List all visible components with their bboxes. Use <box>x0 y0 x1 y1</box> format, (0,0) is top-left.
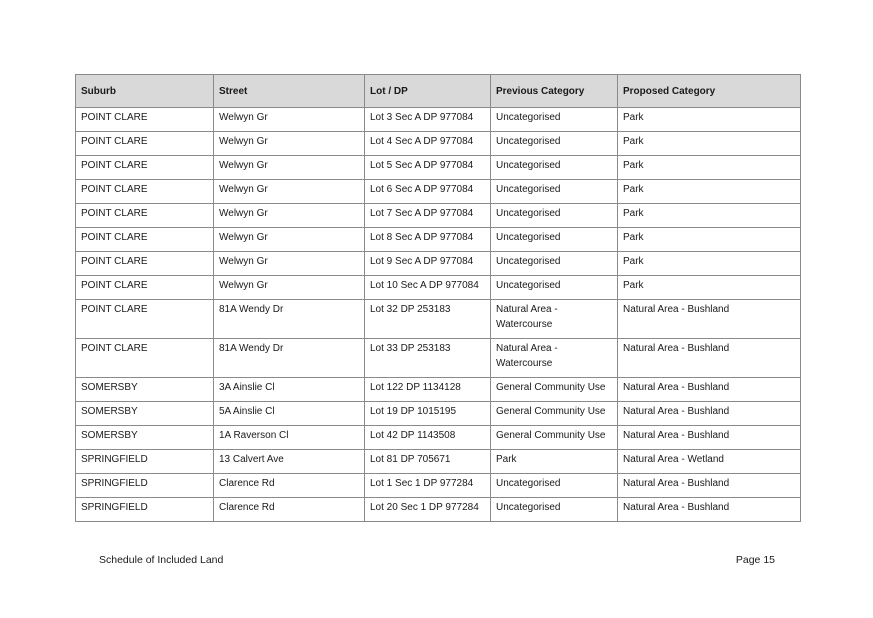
cell-previous-category: Uncategorised <box>491 180 618 204</box>
cell-lot-dp: Lot 5 Sec A DP 977084 <box>365 156 491 180</box>
footer-page-number: Page 15 <box>735 554 775 566</box>
cell-suburb: POINT CLARE <box>76 180 214 204</box>
cell-proposed-category: Park <box>618 204 801 228</box>
cell-suburb: SPRINGFIELD <box>76 498 214 522</box>
cell-suburb: POINT CLARE <box>76 339 214 378</box>
table-row <box>76 378 801 402</box>
cell-proposed-category: Park <box>618 228 801 252</box>
cell-proposed-category: Park <box>618 180 801 204</box>
cell-lot-dp: Lot 10 Sec A DP 977084 <box>365 276 491 300</box>
cell-street: Welwyn Gr <box>214 180 365 204</box>
cell-proposed-category: Natural Area - Bushland <box>618 426 801 450</box>
cell-lot-dp: Lot 20 Sec 1 DP 977284 <box>365 498 491 522</box>
cell-lot-dp: Lot 32 DP 253183 <box>365 300 491 339</box>
cell-previous-category: General Community Use <box>491 426 618 450</box>
cell-previous-category: Uncategorised <box>491 204 618 228</box>
cell-lot-dp: Lot 19 DP 1015195 <box>365 402 491 426</box>
cell-suburb: SOMERSBY <box>76 402 214 426</box>
header-street: Street <box>214 75 365 108</box>
cell-suburb: SPRINGFIELD <box>76 474 214 498</box>
cell-previous-category: Uncategorised <box>491 132 618 156</box>
cell-proposed-category: Natural Area - Bushland <box>618 474 801 498</box>
cell-lot-dp: Lot 81 DP 705671 <box>365 450 491 474</box>
cell-suburb: POINT CLARE <box>76 228 214 252</box>
cell-previous-category: Uncategorised <box>491 252 618 276</box>
cell-suburb: POINT CLARE <box>76 204 214 228</box>
cell-previous-category: Uncategorised <box>491 276 618 300</box>
table-row <box>76 498 801 522</box>
cell-street: Clarence Rd <box>214 498 365 522</box>
cell-previous-category: Natural Area - Watercourse <box>491 339 618 378</box>
table-row <box>76 108 801 132</box>
cell-previous-category: Uncategorised <box>491 474 618 498</box>
cell-proposed-category: Park <box>618 156 801 180</box>
cell-street: Welwyn Gr <box>214 228 365 252</box>
cell-suburb: POINT CLARE <box>76 276 214 300</box>
cell-suburb: POINT CLARE <box>76 252 214 276</box>
cell-previous-category: Uncategorised <box>491 108 618 132</box>
table-row <box>76 180 801 204</box>
cell-proposed-category: Natural Area - Wetland <box>618 450 801 474</box>
cell-street: 81A Wendy Dr <box>214 339 365 378</box>
cell-suburb: SPRINGFIELD <box>76 450 214 474</box>
table-body <box>76 108 801 522</box>
cell-proposed-category: Park <box>618 276 801 300</box>
cell-previous-category: Uncategorised <box>491 156 618 180</box>
table-row <box>76 300 801 339</box>
cell-previous-category: Uncategorised <box>491 498 618 522</box>
cell-suburb: SOMERSBY <box>76 426 214 450</box>
table-header-row <box>76 75 801 108</box>
cell-proposed-category: Natural Area - Bushland <box>618 339 801 378</box>
cell-lot-dp: Lot 42 DP 1143508 <box>365 426 491 450</box>
cell-street: Welwyn Gr <box>214 156 365 180</box>
table-row <box>76 252 801 276</box>
cell-proposed-category: Park <box>618 132 801 156</box>
cell-street: Clarence Rd <box>214 474 365 498</box>
cell-proposed-category: Natural Area - Bushland <box>618 300 801 339</box>
schedule-table <box>75 74 801 522</box>
cell-lot-dp: Lot 122 DP 1134128 <box>365 378 491 402</box>
header-lot-dp: Lot / DP <box>365 75 491 108</box>
cell-previous-category: General Community Use <box>491 402 618 426</box>
header-proposed-category: Proposed Category <box>618 75 801 108</box>
cell-proposed-category: Park <box>618 252 801 276</box>
cell-suburb: SOMERSBY <box>76 378 214 402</box>
cell-suburb: POINT CLARE <box>76 300 214 339</box>
cell-street: 81A Wendy Dr <box>214 300 365 339</box>
cell-suburb: POINT CLARE <box>76 156 214 180</box>
cell-street: 1A Raverson Cl <box>214 426 365 450</box>
table-row <box>76 204 801 228</box>
cell-previous-category: Park <box>491 450 618 474</box>
cell-street: 13 Calvert Ave <box>214 450 365 474</box>
table-row <box>76 474 801 498</box>
table-row <box>76 156 801 180</box>
cell-street: 3A Ainslie Cl <box>214 378 365 402</box>
cell-lot-dp: Lot 7 Sec A DP 977084 <box>365 204 491 228</box>
cell-proposed-category: Natural Area - Bushland <box>618 402 801 426</box>
cell-proposed-category: Park <box>618 108 801 132</box>
cell-previous-category: Uncategorised <box>491 228 618 252</box>
cell-lot-dp: Lot 3 Sec A DP 977084 <box>365 108 491 132</box>
cell-street: Welwyn Gr <box>214 108 365 132</box>
cell-previous-category: General Community Use <box>491 378 618 402</box>
cell-lot-dp: Lot 1 Sec 1 DP 977284 <box>365 474 491 498</box>
cell-lot-dp: Lot 33 DP 253183 <box>365 339 491 378</box>
cell-street: Welwyn Gr <box>214 204 365 228</box>
table-row <box>76 402 801 426</box>
cell-street: Welwyn Gr <box>214 276 365 300</box>
cell-lot-dp: Lot 6 Sec A DP 977084 <box>365 180 491 204</box>
table-row <box>76 450 801 474</box>
table-row <box>76 228 801 252</box>
cell-street: 5A Ainslie Cl <box>214 402 365 426</box>
cell-proposed-category: Natural Area - Bushland <box>618 498 801 522</box>
cell-lot-dp: Lot 9 Sec A DP 977084 <box>365 252 491 276</box>
table-row <box>76 276 801 300</box>
cell-proposed-category: Natural Area - Bushland <box>618 378 801 402</box>
table-row <box>76 339 801 378</box>
header-suburb: Suburb <box>76 75 214 108</box>
footer-document-title: Schedule of Included Land <box>99 554 224 566</box>
table-row <box>76 132 801 156</box>
cell-previous-category: Natural Area - Watercourse <box>491 300 618 339</box>
cell-lot-dp: Lot 4 Sec A DP 977084 <box>365 132 491 156</box>
cell-suburb: POINT CLARE <box>76 132 214 156</box>
table-row <box>76 426 801 450</box>
cell-lot-dp: Lot 8 Sec A DP 977084 <box>365 228 491 252</box>
cell-street: Welwyn Gr <box>214 132 365 156</box>
cell-suburb: POINT CLARE <box>76 108 214 132</box>
cell-street: Welwyn Gr <box>214 252 365 276</box>
header-previous-category: Previous Category <box>491 75 618 108</box>
